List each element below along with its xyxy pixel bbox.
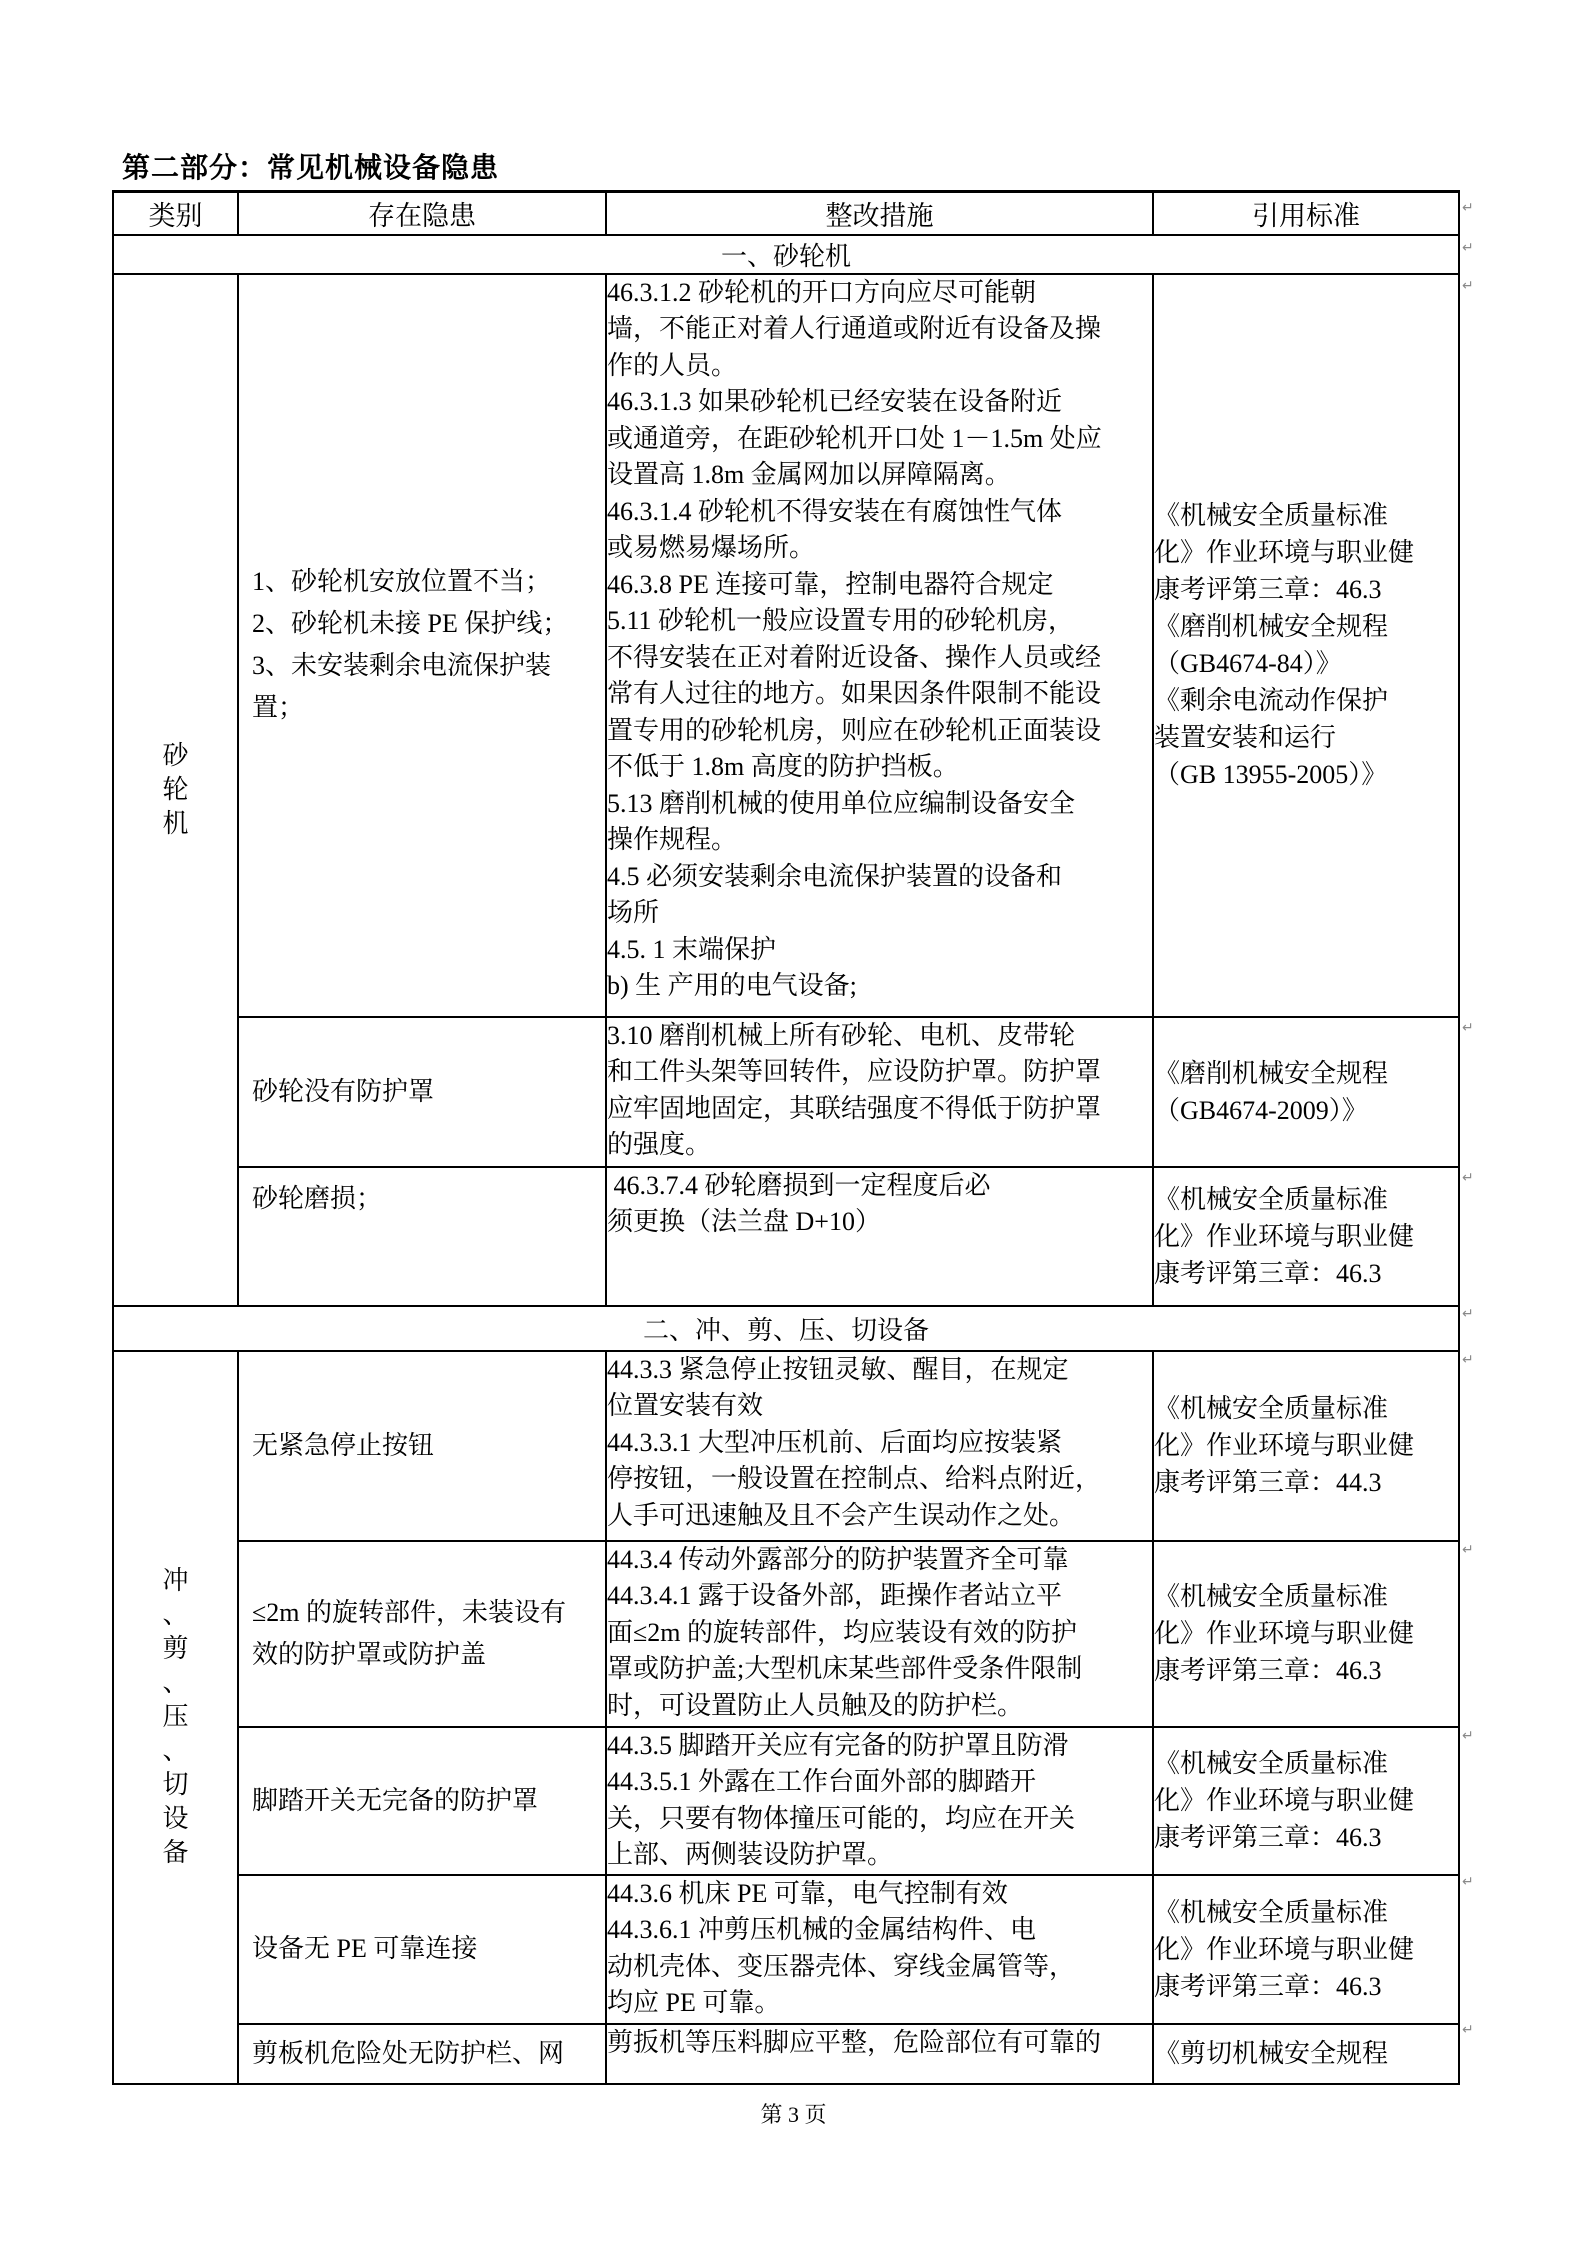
hazard-cell bbox=[238, 1017, 606, 1167]
text-line: 人手可迅速触及且不会产生误动作之处。 bbox=[607, 1500, 1076, 1530]
standard-cell bbox=[1153, 1541, 1459, 1727]
text-line: 操作规程。 bbox=[607, 825, 738, 854]
hazard-text bbox=[239, 1425, 605, 1467]
category-label-char: 设 bbox=[162, 1804, 189, 1833]
text-line: 康考评第三章：46.3 bbox=[1154, 1258, 1382, 1288]
text-line: 化》作业环境与职业健 bbox=[1154, 538, 1415, 567]
text-line: 装置安装和运行 bbox=[1154, 723, 1337, 752]
hazard-cell bbox=[238, 2024, 606, 2084]
table-row bbox=[113, 1727, 1459, 1875]
hazard-cell bbox=[238, 1727, 606, 1875]
text-line: 1、砂轮机安放位置不当； bbox=[252, 567, 552, 596]
text-line: 4.5 必须安装剩余电流保护装置的设备和 bbox=[607, 861, 1063, 891]
text-line: 关，只要有物体撞压可能的，均应在开关 bbox=[607, 1803, 1076, 1833]
standard-cell bbox=[1153, 1017, 1459, 1167]
standard-cell bbox=[1153, 1351, 1459, 1541]
paragraph-mark-icon: ↵ bbox=[1462, 1874, 1474, 1890]
text-line: 44.3.6.1 冲剪压机械的金属结构件、电 bbox=[607, 1915, 1037, 1944]
text-line: 康考评第三章：46.3 bbox=[1154, 1971, 1382, 2001]
text-line: 或通道旁，在距砂轮机开口处 1－1.5m 处应 bbox=[607, 423, 1102, 453]
table-row bbox=[113, 1167, 1459, 1306]
rectification-cell bbox=[606, 1017, 1153, 1167]
section-header-row bbox=[113, 1306, 1459, 1351]
paragraph-mark-icon: ↵ bbox=[1462, 1542, 1474, 1558]
text-line: 《机械安全质量标准 bbox=[1154, 1749, 1389, 1778]
text-line: 44.3.4 传动外露部分的防护装置齐全可靠 bbox=[607, 1544, 1069, 1574]
hazard-text bbox=[239, 561, 605, 729]
hazard-cell bbox=[238, 274, 606, 1017]
header-measure: 整改措施 bbox=[606, 192, 1153, 235]
text-line: （GB 13955-2005）》 bbox=[1154, 760, 1388, 789]
standard-cell bbox=[1153, 2024, 1459, 2084]
hazard-text bbox=[239, 1928, 605, 1970]
standard-cell bbox=[1153, 1875, 1459, 2024]
text-line: 《机械安全质量标准 bbox=[1154, 1394, 1389, 1423]
category-label-char: 、 bbox=[162, 1668, 189, 1697]
hazard-text bbox=[239, 2033, 605, 2075]
paragraph-mark-icon: ↵ bbox=[1462, 1728, 1474, 1744]
paragraph-mark-icon: ↵ bbox=[1462, 1020, 1474, 1036]
text-line: 46.3.1.3 如果砂轮机已经安装在设备附近 bbox=[607, 387, 1063, 416]
text-line: 无紧急停止按钮 bbox=[252, 1430, 435, 1460]
text-line: 《剩余电流动作保护 bbox=[1154, 686, 1389, 715]
text-line: 《机械安全质量标准 bbox=[1154, 1582, 1389, 1611]
hazard-cell bbox=[238, 1351, 606, 1541]
text-line: 44.3.4.1 露于设备外部，距操作者站立平 bbox=[607, 1581, 1063, 1610]
paragraph-mark-icon: ↵ bbox=[1462, 200, 1474, 216]
text-line: b) 生 产用的电气设备; bbox=[607, 971, 857, 1000]
standard-cell bbox=[1153, 1167, 1459, 1306]
category-label-char: 轮 bbox=[162, 774, 189, 804]
text-line: 脚踏开关无完备的防护罩 bbox=[252, 1785, 539, 1815]
text-line: 作的人员。 bbox=[607, 350, 738, 380]
text-line: 44.3.3.1 大型冲压机前、后面均应按装紧 bbox=[607, 1427, 1063, 1457]
category-cell bbox=[113, 274, 238, 1306]
rectification-cell bbox=[606, 1727, 1153, 1875]
text-line: 康考评第三章：46.3 bbox=[1154, 1823, 1382, 1852]
hazard-text bbox=[239, 1178, 605, 1220]
table-row bbox=[113, 1541, 1459, 1727]
text-line: 康考评第三章：44.3 bbox=[1154, 1468, 1382, 1497]
text-line: 康考评第三章：46.3 bbox=[1154, 575, 1382, 604]
table-row bbox=[113, 2024, 1459, 2084]
text-line: 46.3.1.4 砂轮机不得安装在有腐蚀性气体 bbox=[607, 496, 1063, 526]
table-row bbox=[113, 1351, 1459, 1541]
rectification-cell bbox=[606, 1167, 1153, 1306]
table-row bbox=[113, 1017, 1459, 1167]
category-label-char: 备 bbox=[162, 1838, 189, 1867]
header-hazard: 存在隐患 bbox=[238, 192, 606, 235]
paragraph-mark-icon: ↵ bbox=[1462, 1352, 1474, 1368]
text-line: 《机械安全质量标准 bbox=[1154, 1184, 1389, 1214]
text-line: 不低于 1.8m 高度的防护挡板。 bbox=[607, 752, 959, 781]
text-line: 剪扳机等压料脚应平整，危险部位有可靠的 bbox=[607, 2027, 1102, 2057]
page-title: 第二部分：常见机械设备隐患 bbox=[122, 153, 500, 184]
text-line: 剪板机危险处无防护栏、网 bbox=[252, 2038, 565, 2068]
text-line: 46.3.1.2 砂轮机的开口方向应尽可能朝 bbox=[607, 277, 1037, 307]
table-header-row bbox=[113, 192, 1459, 235]
text-line: 化》作业环境与职业健 bbox=[1154, 1786, 1415, 1815]
text-line: 罩或防护盖;大型机床某些部件受条件限制 bbox=[607, 1654, 1083, 1683]
text-line: 或易燃易爆场所。 bbox=[607, 533, 816, 562]
text-line: 46.3.8 PE 连接可靠，控制电器符合规定 bbox=[607, 569, 1054, 599]
text-line: 的强度。 bbox=[607, 1130, 712, 1159]
hazard-cell bbox=[238, 1541, 606, 1727]
text-line: 场所 bbox=[607, 898, 660, 927]
text-line: 设备无 PE 可靠连接 bbox=[252, 1934, 478, 1963]
rectification-cell bbox=[606, 1351, 1153, 1541]
text-line: 44.3.5.1 外露在工作台面外部的脚踏开 bbox=[607, 1767, 1037, 1796]
rectification-cell bbox=[606, 274, 1153, 1017]
text-line: 停按钮，一般设置在控制点、给料点附近， bbox=[607, 1464, 1102, 1493]
text-line: （GB4674-84）》 bbox=[1154, 649, 1342, 678]
text-line: 动机壳体、变压器壳体、穿线金属管等， bbox=[607, 1951, 1076, 1981]
text-line: 不得安装在正对着附近设备、操作人员或经 bbox=[607, 642, 1102, 672]
text-line: 《剪切机械安全规程 bbox=[1154, 2039, 1389, 2068]
hazard-text bbox=[239, 1780, 605, 1822]
category-label-char: 机 bbox=[162, 808, 189, 838]
rectification-cell bbox=[606, 2024, 1153, 2084]
category-label-char: 剪 bbox=[162, 1634, 189, 1663]
text-line: 《磨削机械安全规程 bbox=[1154, 612, 1389, 641]
text-line: 《机械安全质量标准 bbox=[1154, 501, 1389, 530]
text-line: 置专用的砂轮机房，则应在砂轮机正面装设 bbox=[607, 715, 1102, 745]
table-row bbox=[113, 1875, 1459, 2024]
text-line: 和工件头架等回转件，应设防护罩。防护罩 bbox=[607, 1057, 1102, 1086]
rectification-cell bbox=[606, 1875, 1153, 2024]
text-line: 效的防护罩或防护盖 bbox=[252, 1639, 487, 1669]
category-label-char: 砂 bbox=[162, 740, 189, 770]
text-line: 须更换（法兰盘 D+10） bbox=[607, 1207, 881, 1236]
hazard-table bbox=[112, 190, 1460, 2085]
text-line: 康考评第三章：46.3 bbox=[1154, 1656, 1382, 1685]
text-line: 5.11 砂轮机一般应设置专用的砂轮机房， bbox=[607, 606, 1075, 635]
text-line: 4.5. 1 末端保护 bbox=[607, 934, 777, 964]
text-line: 面≤2m 的旋转部件，均应装设有效的防护 bbox=[607, 1617, 1077, 1647]
text-line: 时，可设置防止人员触及的防护栏。 bbox=[607, 1690, 1024, 1720]
text-line: 化》作业环境与职业健 bbox=[1154, 1934, 1415, 1964]
paragraph-mark-icon: ↵ bbox=[1462, 240, 1474, 256]
text-line: 置； bbox=[252, 693, 305, 722]
text-line: 应牢固地固定，其联结强度不得低于防护罩 bbox=[607, 1093, 1102, 1123]
text-line: 2、砂轮机未接 PE 保护线； bbox=[252, 609, 569, 638]
section-title: 一、砂轮机 bbox=[113, 235, 1459, 274]
text-line: 化》作业环境与职业健 bbox=[1154, 1431, 1415, 1460]
category-label-char: 压 bbox=[162, 1702, 189, 1731]
paragraph-mark-icon: ↵ bbox=[1462, 1170, 1474, 1186]
category-label-char: 切 bbox=[162, 1770, 189, 1799]
paragraph-mark-icon: ↵ bbox=[1462, 278, 1474, 294]
hazard-text bbox=[239, 1592, 605, 1676]
text-line: 常有人过往的地方。如果因条件限制不能设 bbox=[607, 679, 1102, 708]
hazard-cell bbox=[238, 1875, 606, 2024]
text-line: ≤2m 的旋转部件，未装设有 bbox=[252, 1597, 566, 1627]
page-footer: 第 3 页 bbox=[760, 2102, 827, 2127]
category-label-char: 、 bbox=[162, 1736, 189, 1765]
text-line: 3、未安装剩余电流保护装 bbox=[252, 651, 552, 680]
text-line: 44.3.3 紧急停止按钮灵敏、醒目，在规定 bbox=[607, 1354, 1069, 1384]
category-cell bbox=[113, 1351, 238, 2084]
paragraph-mark-icon: ↵ bbox=[1462, 2022, 1474, 2038]
header-standard: 引用标准 bbox=[1153, 192, 1459, 235]
paragraph-mark-icon: ↵ bbox=[1462, 1306, 1474, 1322]
hazard-cell bbox=[238, 1167, 606, 1306]
text-line: 设置高 1.8m 金属网加以屏障隔离。 bbox=[607, 460, 1011, 489]
table-row bbox=[113, 274, 1459, 1017]
text-line: 《机械安全质量标准 bbox=[1154, 1897, 1389, 1927]
rectification-cell bbox=[606, 1541, 1153, 1727]
text-line: （GB4674-2009）》 bbox=[1154, 1095, 1368, 1125]
text-line: 上部、两侧装设防护罩。 bbox=[607, 1840, 894, 1869]
category-label-char: 、 bbox=[162, 1600, 189, 1629]
text-line: 砂轮磨损； bbox=[252, 1183, 383, 1213]
text-line: 3.10 磨削机械上所有砂轮、电机、皮带轮 bbox=[607, 1020, 1076, 1050]
category-label-char: 冲 bbox=[162, 1566, 189, 1595]
text-line: 位置安装有效 bbox=[607, 1391, 764, 1420]
text-line: 化》作业环境与职业健 bbox=[1154, 1619, 1415, 1648]
text-line: 5.13 磨削机械的使用单位应编制设备安全 bbox=[607, 788, 1076, 818]
text-line: 《磨削机械安全规程 bbox=[1154, 1058, 1389, 1088]
hazard-text bbox=[239, 1071, 605, 1113]
text-line: 墙，不能正对着人行通道或附近有设备及操 bbox=[607, 314, 1102, 343]
header-category: 类别 bbox=[113, 192, 238, 235]
section-title: 二、冲、剪、压、切设备 bbox=[113, 1306, 1459, 1351]
text-line: 44.3.5 脚踏开关应有完备的防护罩且防滑 bbox=[607, 1730, 1069, 1760]
section-header-row bbox=[113, 235, 1459, 274]
text-line: 化》作业环境与职业健 bbox=[1154, 1221, 1415, 1251]
text-line: 44.3.6 机床 PE 可靠，电气控制有效 bbox=[607, 1878, 1008, 1908]
standard-cell bbox=[1153, 1727, 1459, 1875]
text-line: 均应 PE 可靠。 bbox=[607, 1988, 781, 2017]
standard-cell bbox=[1153, 274, 1459, 1017]
text-line: 砂轮没有防护罩 bbox=[252, 1076, 435, 1106]
text-line: 46.3.7.4 砂轮磨损到一定程度后必 bbox=[607, 1170, 991, 1200]
